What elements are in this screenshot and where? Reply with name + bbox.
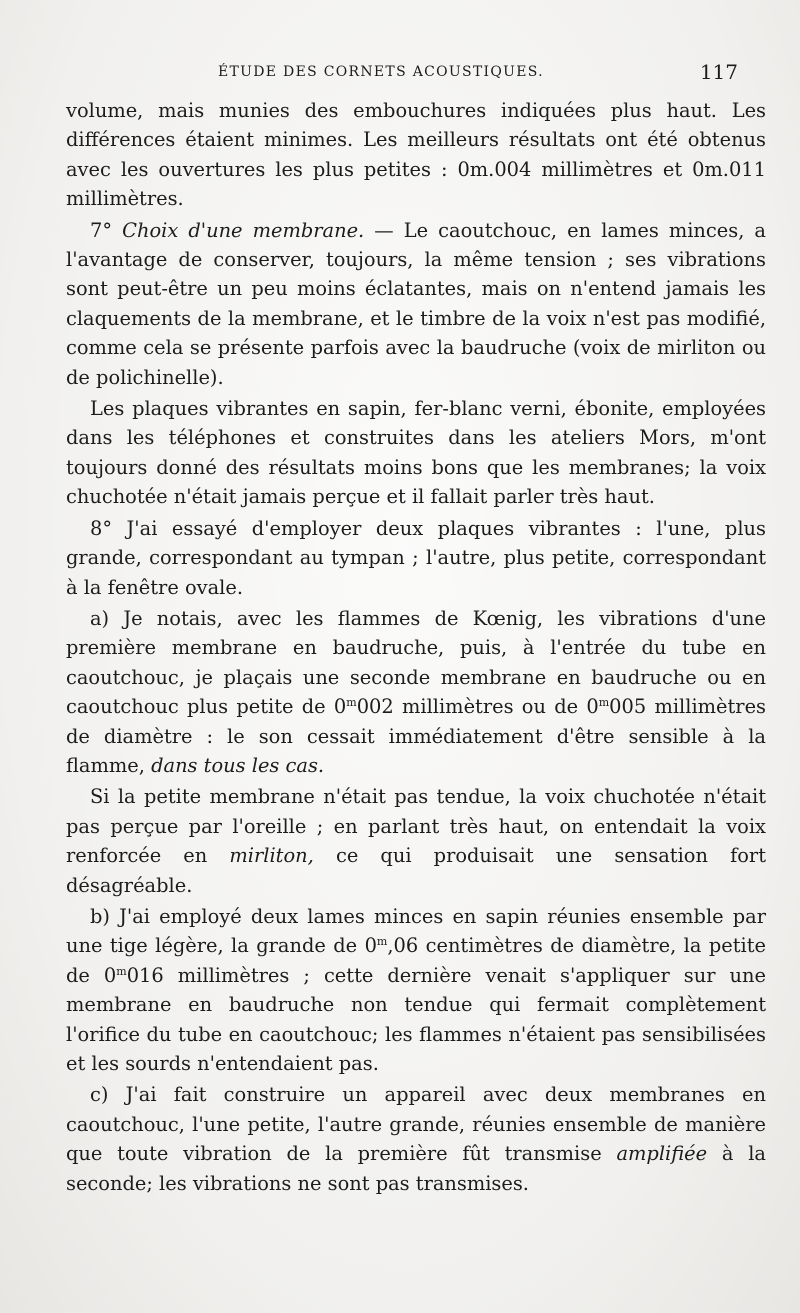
unit-superscript: m bbox=[376, 935, 388, 949]
paragraph-b-text-1: J'ai employé deux lames minces en sapin réunies ensemble par une tige légère, la grande de 0 bbox=[66, 904, 766, 958]
unit-superscript: m bbox=[598, 696, 610, 710]
body-text bbox=[66, 96, 766, 1198]
paragraph-two-plates: 8° J'ai essayé d'employer deux plaques vibrantes : l'une, plus grande, correspondant au tympan ; l'autre, plus petite, correspondant à la fenêtre ovale. bbox=[66, 516, 766, 599]
paragraph-text-2: ce qui produisait une sensation fort désagréable. bbox=[66, 844, 766, 897]
page-number: 117 bbox=[699, 60, 738, 84]
paragraph-a-text-3: 005 millimètres de diamètre : le son cessait immédiatement d'être sensible à la flamme, bbox=[66, 695, 766, 777]
item-label: b) bbox=[90, 904, 110, 928]
item-label: c) bbox=[90, 1083, 109, 1107]
paragraph-vibrating-plates: Les plaques vibrantes en sapin, fer-blanc verni, ébonite, employées dans les téléphones et construites dans les ateliers Mors, m'ont toujours donné des résultats moins bons que les membranes; la voix chuchotée n'était jamais perçue et il fallait parler très haut. bbox=[66, 397, 766, 509]
item-label: a) bbox=[90, 606, 110, 630]
paragraph-small-membrane bbox=[66, 782, 766, 900]
page-header bbox=[70, 60, 740, 88]
paragraph-c-text-2: à la seconde; les vibrations ne sont pas transmises. bbox=[66, 1142, 766, 1195]
section-number: 7° bbox=[90, 218, 113, 242]
running-title: ÉTUDE DES CORNETS ACOUSTIQUES. bbox=[218, 64, 544, 80]
section-heading: Choix d'une membrane. bbox=[122, 218, 365, 242]
paragraph-membrane-choice bbox=[66, 216, 766, 392]
italic-phrase: dans tous les cas. bbox=[151, 753, 325, 777]
paragraph-text-1: Si la petite membrane n'était pas tendue, la voix chuchotée n'était pas perçue par l'oreille ; en parlant très haut, on entendait la voix renforcée en bbox=[66, 785, 766, 868]
paragraph-a-text-2: 002 millimètres ou de 0 bbox=[356, 695, 599, 719]
italic-word: mirliton, bbox=[229, 844, 314, 868]
paragraph-b-text-2: ,06 centimètres de diamètre, la petite de 0 bbox=[66, 934, 766, 987]
unit-superscript: m bbox=[116, 964, 127, 978]
paragraph-b-text-3: 016 millimètres ; cette dernière venait s'appliquer sur une membrane en baudruche non tendue qui fermait complètement l'orifice du tube en caoutchouc; les flammes n'étaient pas sensibilisées et les sourds n'entendaient pas. bbox=[66, 963, 766, 1075]
paragraph-b bbox=[66, 902, 766, 1078]
paragraph-a bbox=[66, 604, 766, 780]
section-text: — Le caoutchouc, en lames minces, a l'avantage de conserver, toujours, la même tension ; ses vibrations sont peut-être un peu moins éclatantes, mais on n'entend jamais les claquements de la membrane, et le timbre de la voix n'est pas modifié, comme cela se présente parfois avec la baudruche (voix de mirliton ou de polichinelle). bbox=[66, 218, 766, 389]
paragraph-a-text-1: Je notais, avec les flammes de Kœnig, les vibrations d'une première membrane en baudruche, puis, à l'entrée du tube en caoutchouc, je plaçais une seconde membrane en baudruche ou en caoutchouc plus petite de 0 bbox=[66, 606, 766, 719]
unit-superscript: m bbox=[346, 696, 357, 710]
italic-word: amplifiée bbox=[616, 1142, 708, 1166]
paragraph-c-text-1: J'ai fait construire un appareil avec deux membranes en caoutchouc, l'une petite, l'autre grande, réunies ensemble de manière que toute vibration de la première fût transmise bbox=[66, 1083, 766, 1166]
paragraph-continuation: volume, mais munies des embouchures indiquées plus haut. Les différences étaient minimes. Les meilleurs résultats ont été obtenus avec les ouvertures les plus petites : 0m.004 millimètres et 0m.011 millimètres. bbox=[66, 99, 766, 211]
paragraph-c bbox=[66, 1080, 766, 1198]
